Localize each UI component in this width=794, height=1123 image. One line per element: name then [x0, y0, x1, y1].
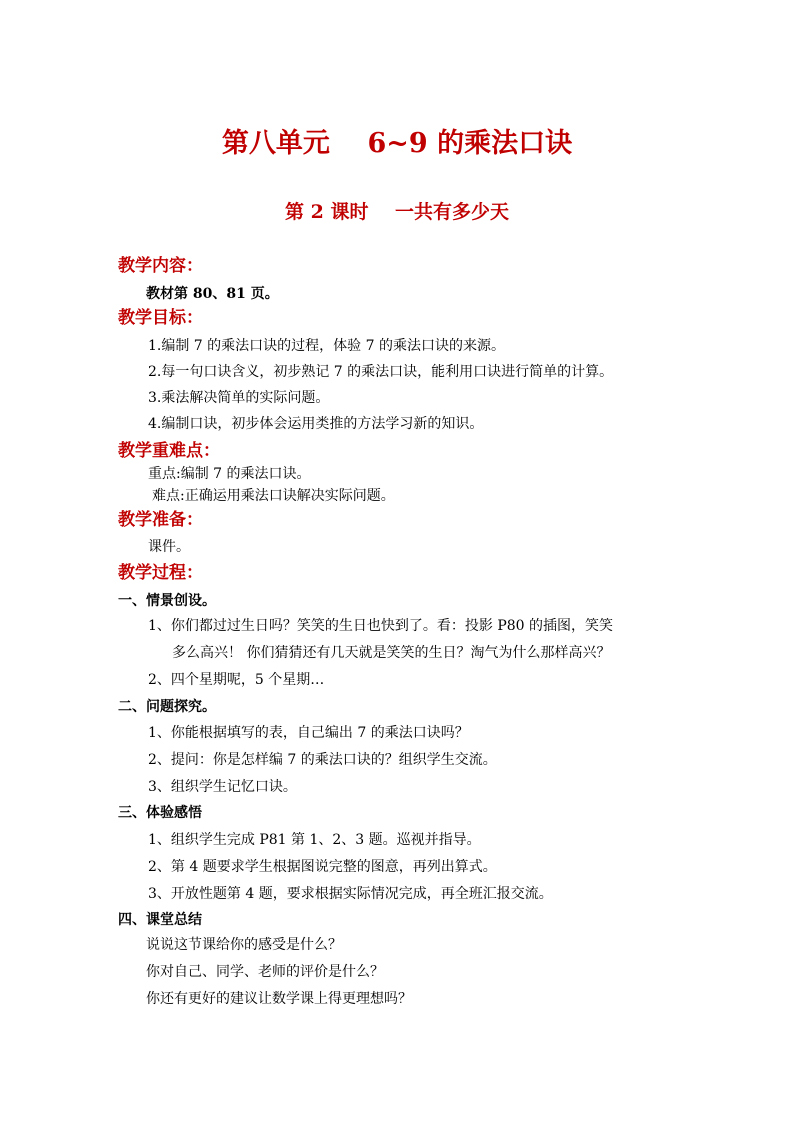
- process-item: 1、组织学生完成 P81 第 1、2、3 题。巡视并指导。: [148, 832, 481, 848]
- process-item: 3、组织学生记忆口诀。: [148, 779, 297, 795]
- heading-teaching-goals: 教学目标：: [118, 308, 203, 328]
- process-item: 1、你能根据填写的表，自己编出 7 的乘法口诀吗？: [148, 725, 469, 741]
- process-item: 2、第 4 题要求学生根据图说完整的图意，再列出算式。: [148, 859, 497, 875]
- unit-title: 第八单元 6~9 的乘法口诀: [221, 128, 573, 159]
- goal-item: 1.编制 7 的乘法口诀的过程，体验 7 的乘法口诀的来源。: [148, 338, 505, 354]
- preparation-text: 课件。: [148, 539, 190, 555]
- process-item: 2、四个星期呢，5 个星期…: [148, 672, 325, 688]
- process-part-title: 四、课堂总结: [118, 912, 202, 928]
- process-item: 多么高兴！ 你们猜猜还有几天就是笑笑的生日？淘气为什么那样高兴？: [172, 645, 611, 661]
- goal-item: 4.编制口诀，初步体会运用类推的方法学习新的知识。: [148, 416, 484, 432]
- process-item: 2、提问：你是怎样编 7 的乘法口诀的？组织学生交流。: [148, 752, 497, 768]
- key-point-text: 重点:编制 7 的乘法口诀。: [148, 466, 311, 482]
- process-part-title: 二、问题探究。: [118, 699, 216, 715]
- heading-key-points: 教学重难点：: [118, 441, 220, 461]
- heading-teaching-process: 教学过程：: [118, 563, 203, 583]
- heading-preparation: 教学准备：: [118, 510, 203, 530]
- process-part-title: 一、情景创设。: [118, 593, 216, 609]
- heading-teaching-content: 教学内容：: [118, 256, 203, 276]
- goal-item: 2.每一句口诀含义，初步熟记 7 的乘法口诀，能利用口诀进行简单的计算。: [148, 364, 614, 380]
- process-item: 1、你们都过过生日吗？笑笑的生日也快到了。看：投影 P80 的插图，笑笑: [148, 618, 614, 634]
- process-item: 说说这节课给你的感受是什么？: [146, 937, 342, 953]
- process-item: 你对自己、同学、老师的评价是什么？: [146, 964, 384, 980]
- teaching-content-text: 教材第 80、81 页。: [146, 286, 279, 302]
- difficult-point-text: 难点:正确运用乘法口诀解决实际问题。: [152, 488, 395, 504]
- goal-item: 3.乘法解决简单的实际问题。: [148, 390, 330, 406]
- process-part-title: 三、体验感悟: [118, 805, 202, 821]
- process-item: 3、开放性题第 4 题，要求根据实际情况完成，再全班汇报交流。: [148, 886, 553, 902]
- lesson-title: 第 2 课时 一共有多少天: [285, 201, 509, 223]
- process-item: 你还有更好的建议让数学课上得更理想吗？: [146, 991, 412, 1007]
